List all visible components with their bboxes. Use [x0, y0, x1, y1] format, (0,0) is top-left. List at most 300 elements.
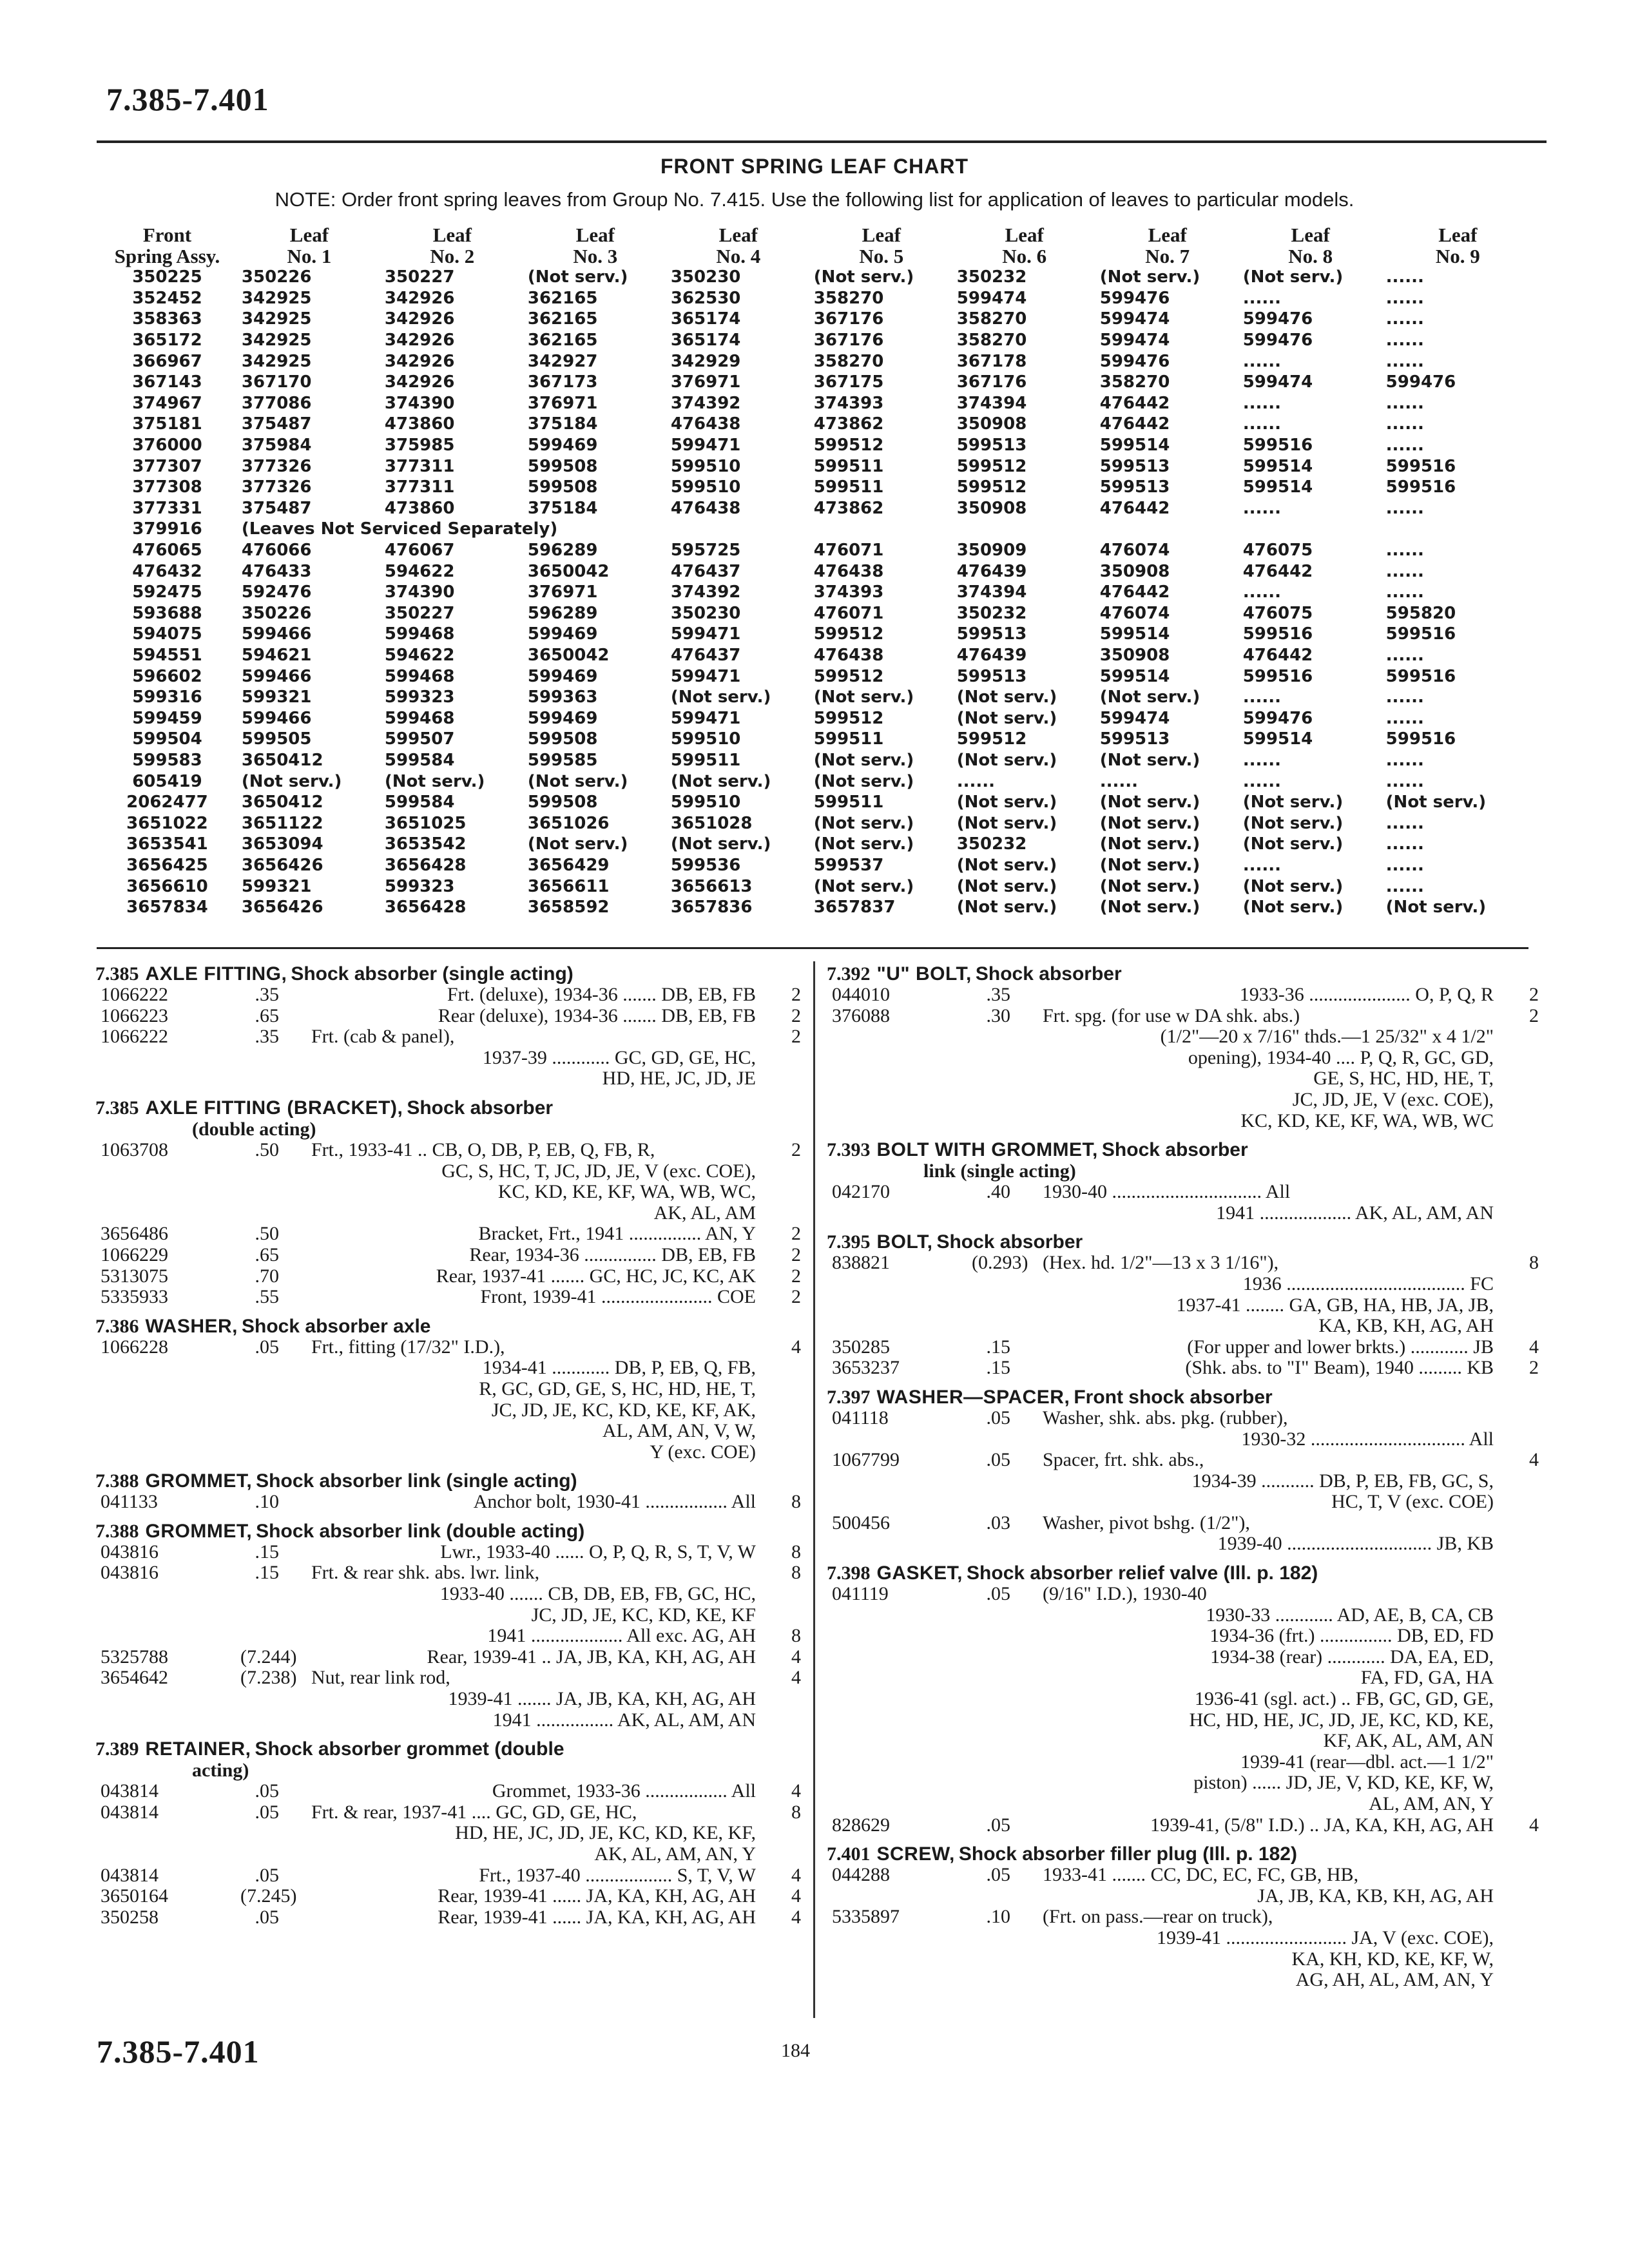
- table-row: [97, 750, 1534, 771]
- cell-leaf-5: 599511: [813, 793, 884, 812]
- part-row: [95, 1287, 801, 1308]
- cell-leaf-6: 599513: [956, 436, 1027, 456]
- section-description: Shock absorber: [936, 1231, 1083, 1253]
- cell-leaf-2: 375985: [384, 436, 455, 456]
- part-quantity: 8: [1529, 1252, 1539, 1274]
- cell-leaf-4: 374392: [670, 393, 741, 413]
- section-number: 7.388: [95, 1470, 139, 1492]
- part-row: [95, 1802, 801, 1865]
- section-keyword: RETAINER,: [145, 1738, 251, 1760]
- cell-leaf-3: 596289: [527, 541, 598, 561]
- cell-leaf-1: 3650412: [241, 793, 323, 812]
- part-description: Frt. & rear shk. abs. lwr. link,: [311, 1562, 540, 1584]
- cell-leaf-8: 599516: [1242, 624, 1313, 644]
- section-heading: [827, 1139, 1539, 1160]
- table-row: [97, 855, 1534, 876]
- cell-leaf-3: 362165: [527, 331, 598, 351]
- header-leaf-no-4: [667, 220, 810, 267]
- header-leaf-no-6: [953, 220, 1096, 267]
- cell-leaf-5: 473862: [813, 414, 884, 434]
- cell-leaf-1: 375487: [241, 414, 312, 434]
- cell-leaf-9: ......: [1385, 498, 1424, 518]
- part-row: [95, 1337, 801, 1463]
- cell-leaf-7: 358270: [1099, 372, 1170, 392]
- section-description: Shock absorber: [407, 1097, 554, 1119]
- cell-spring-assy: 592475: [132, 582, 202, 602]
- cell-leaf-6: 599513: [956, 666, 1027, 686]
- cell-leaf-6: 358270: [956, 309, 1027, 329]
- part-number: 5335933: [101, 1286, 168, 1308]
- cell-leaf-3: (Not serv.): [527, 267, 628, 287]
- cell-leaf-4: 476437: [670, 645, 741, 665]
- page-footer-range: 7.385-7.401: [97, 2033, 260, 2070]
- part-row: [95, 1224, 801, 1245]
- part-description: Frt. spg. (for use w DA shk. abs.): [1043, 1004, 1300, 1026]
- section-number: 7.385: [95, 1097, 139, 1119]
- cell-leaf-7: (Not serv.): [1099, 876, 1200, 896]
- part-quantity: 4: [1529, 1814, 1539, 1836]
- part-row: [827, 1513, 1539, 1555]
- cell-leaf-6: 599512: [956, 456, 1027, 476]
- part-description: 1933-36 ..................... O, P, Q, R: [1239, 984, 1494, 1005]
- cell-leaf-9: ......: [1385, 309, 1424, 329]
- cell-leaf-4: (Not serv.): [670, 687, 771, 707]
- cell-leaf-3: 599469: [527, 624, 598, 644]
- header-leaf-no-9: [1382, 220, 1534, 267]
- cell-leaf-4: 3656613: [670, 876, 753, 896]
- part-price: .05: [255, 1864, 279, 1886]
- part-number: 3654642: [101, 1667, 168, 1689]
- cell-leaf-7: (Not serv.): [1099, 855, 1200, 875]
- cell-leaf-6: 367176: [956, 372, 1027, 392]
- cell-leaf-9: ......: [1385, 687, 1424, 707]
- cell-leaf-8: ......: [1242, 498, 1281, 518]
- part-row: [95, 1907, 801, 1928]
- cell-leaf-3: 375184: [527, 414, 598, 434]
- cell-leaf-3: (Not serv.): [527, 834, 628, 854]
- cell-leaf-6: 374394: [956, 393, 1027, 413]
- cell-leaf-4: 599510: [670, 477, 741, 497]
- part-number: 1066229: [101, 1244, 168, 1265]
- part-row: [95, 985, 801, 1006]
- part-price: .05: [986, 1449, 1010, 1471]
- header-line: No. 3: [573, 245, 618, 267]
- cell-leaf-6: 374394: [956, 582, 1027, 602]
- cell-leaf-1: 3656426: [241, 898, 323, 918]
- part-description: 1934-39 ........... DB, P, EB, FB, GC, S,: [1191, 1470, 1494, 1492]
- table-row: [97, 729, 1534, 750]
- cell-spring-assy: 377308: [132, 477, 202, 497]
- cell-leaf-1: 377326: [241, 456, 312, 476]
- cell-leaf-5: 476438: [813, 561, 884, 581]
- cell-spring-assy: 593688: [132, 603, 202, 623]
- cell-leaf-9: ......: [1385, 750, 1424, 770]
- cell-leaf-8: 599476: [1242, 309, 1313, 329]
- cell-leaf-1: (Leaves Not Serviced Separately): [241, 519, 558, 539]
- parts-section: [95, 1316, 801, 1463]
- part-description: Washer, pivot bshg. (1/2"),: [1043, 1512, 1250, 1533]
- table-row: [97, 519, 1534, 540]
- cell-spring-assy: 599316: [132, 687, 202, 707]
- table-row: [97, 707, 1534, 729]
- cell-leaf-4: 599471: [670, 666, 741, 686]
- section-heading: [95, 963, 801, 985]
- part-description: 1939-40 .............................. JB, KB: [1217, 1533, 1494, 1555]
- cell-leaf-3: 376971: [527, 582, 598, 602]
- part-number: 5335897: [832, 1906, 900, 1928]
- part-quantity: 4: [1529, 1336, 1539, 1358]
- part-description: (Shk. abs. to "I" Beam), 1940 ......... KB: [1185, 1357, 1494, 1379]
- table-row: [97, 540, 1534, 561]
- cell-leaf-7: 599514: [1099, 436, 1170, 456]
- part-price: (0.293): [972, 1252, 1028, 1274]
- cell-leaf-4: 365174: [670, 309, 741, 329]
- cell-leaf-3: 599363: [527, 687, 598, 707]
- cell-spring-assy: 476065: [132, 541, 202, 561]
- cell-leaf-4: 599471: [670, 624, 741, 644]
- cell-leaf-2: 377311: [384, 477, 455, 497]
- cell-spring-assy: 3656610: [126, 876, 208, 896]
- part-number: 043814: [101, 1864, 159, 1886]
- cell-leaf-1: 375487: [241, 498, 312, 518]
- part-number: 350285: [832, 1336, 890, 1358]
- cell-spring-assy: 476432: [132, 561, 202, 581]
- table-row: [97, 582, 1534, 603]
- cell-leaf-2: 599507: [384, 729, 455, 749]
- header-line: Spring Assy.: [114, 245, 220, 267]
- cell-leaf-2: (Not serv.): [384, 771, 485, 791]
- cell-leaf-8: [1239, 519, 1382, 540]
- cell-spring-assy: 350225: [132, 267, 202, 287]
- part-number: 044010: [832, 984, 890, 1005]
- cell-leaf-2: 377311: [384, 456, 455, 476]
- cell-leaf-6: 476439: [956, 561, 1027, 581]
- part-description: JC, JD, JE, V (exc. COE),: [1292, 1088, 1494, 1110]
- cell-leaf-1: 599466: [241, 624, 312, 644]
- cell-spring-assy: 3653541: [126, 834, 208, 854]
- part-price: (7.244): [240, 1646, 297, 1667]
- part-description: 1939-41 ......................... JA, V (exc. COE),: [1156, 1927, 1494, 1948]
- section-number: 7.386: [95, 1315, 139, 1337]
- cell-leaf-4: 342929: [670, 351, 741, 371]
- part-quantity: 4: [791, 1667, 801, 1689]
- part-price: .70: [255, 1265, 279, 1287]
- cell-leaf-8: 599476: [1242, 331, 1313, 351]
- cell-leaf-9: (Not serv.): [1385, 793, 1487, 812]
- table-row: [97, 876, 1534, 897]
- cell-leaf-2: 599468: [384, 708, 455, 728]
- part-description: 1941 ................... All exc. AG, AH: [487, 1625, 756, 1647]
- cell-leaf-6: 599512: [956, 477, 1027, 497]
- part-quantity: 2: [791, 1286, 801, 1308]
- section-heading-cont: (double acting): [192, 1118, 316, 1140]
- part-description: Bracket, Frt., 1941 ............... AN, Y: [478, 1223, 756, 1245]
- cell-leaf-7: 599514: [1099, 624, 1170, 644]
- table-row: [97, 792, 1534, 813]
- cell-leaf-6: (Not serv.): [956, 855, 1057, 875]
- cell-leaf-8: 599514: [1242, 456, 1313, 476]
- table-row: [97, 624, 1534, 645]
- part-price: .05: [255, 1906, 279, 1928]
- cell-leaf-9: ......: [1385, 414, 1424, 434]
- page-number: 184: [781, 2040, 810, 2061]
- table-row: [97, 687, 1534, 708]
- section-number: 7.388: [95, 1520, 139, 1542]
- header-line: Leaf: [718, 224, 758, 246]
- cell-leaf-3: 367173: [527, 372, 598, 392]
- header-leaf-no-8: [1239, 220, 1382, 267]
- header-rule: [97, 140, 1547, 143]
- section-number: 7.385: [95, 963, 139, 985]
- cell-leaf-5: 374393: [813, 582, 884, 602]
- cell-leaf-9: ......: [1385, 855, 1424, 875]
- cell-leaf-2: 599323: [384, 687, 455, 707]
- cell-leaf-5: (Not serv.): [813, 771, 914, 791]
- part-row: [95, 1492, 801, 1513]
- cell-spring-assy: 3651022: [126, 813, 208, 833]
- table-row: [97, 456, 1534, 477]
- part-row: [827, 1006, 1539, 1132]
- cell-leaf-7: 476442: [1099, 393, 1170, 413]
- cell-leaf-4: 350230: [670, 267, 741, 287]
- cell-leaf-8: (Not serv.): [1242, 876, 1344, 896]
- cell-leaf-9: [1382, 519, 1534, 540]
- part-row: [95, 1865, 801, 1887]
- section-heading: [95, 1097, 801, 1119]
- cell-spring-assy: 358363: [132, 309, 202, 329]
- part-price: .03: [986, 1512, 1010, 1533]
- cell-leaf-1: 599466: [241, 666, 312, 686]
- part-description: HC, HD, HE, JC, JD, JE, KC, KD, KE,: [1189, 1709, 1494, 1731]
- part-row: [95, 1266, 801, 1287]
- cell-leaf-7: ......: [1099, 771, 1138, 791]
- cell-leaf-3: 3650042: [527, 645, 610, 665]
- part-description: AK, AL, AM, AN, Y: [594, 1843, 756, 1865]
- cell-leaf-2: 342926: [384, 331, 455, 351]
- cell-leaf-8: 476075: [1242, 603, 1313, 623]
- section-heading-cont: acting): [192, 1760, 249, 1782]
- cell-leaf-9: ......: [1385, 582, 1424, 602]
- part-number: 500456: [832, 1512, 890, 1533]
- cell-leaf-8: 476442: [1242, 561, 1313, 581]
- cell-leaf-3: 362165: [527, 309, 598, 329]
- cell-leaf-4: (Not serv.): [670, 771, 771, 791]
- part-quantity: 8: [791, 1801, 801, 1823]
- cell-leaf-1: 3653094: [241, 834, 323, 854]
- part-price: .55: [255, 1286, 279, 1308]
- cell-leaf-7: 599474: [1099, 331, 1170, 351]
- part-quantity: 2: [791, 1004, 801, 1026]
- section-keyword: WASHER,: [145, 1315, 238, 1337]
- parts-section: [827, 1231, 1539, 1379]
- cell-leaf-5: 476071: [813, 603, 884, 623]
- table-row: [97, 435, 1534, 456]
- section-keyword: "U" BOLT,: [876, 963, 972, 985]
- cell-leaf-3: 3656611: [527, 876, 610, 896]
- cell-leaf-2: 473860: [384, 414, 455, 434]
- cell-leaf-2: 350227: [384, 267, 455, 287]
- cell-leaf-7: 476442: [1099, 582, 1170, 602]
- cell-leaf-1: 377086: [241, 393, 312, 413]
- part-description: Frt. & rear, 1937-41 .... GC, GD, GE, HC,: [311, 1801, 637, 1823]
- part-price: .50: [255, 1223, 279, 1245]
- cell-leaf-4: 595725: [670, 541, 741, 561]
- cell-leaf-8: ......: [1242, 750, 1281, 770]
- cell-leaf-1: 599321: [241, 687, 312, 707]
- part-description: Frt. (cab & panel),: [311, 1026, 455, 1048]
- part-description: (Hex. hd. 1/2"—13 x 3 1/16"),: [1043, 1252, 1279, 1274]
- cell-leaf-9: 599476: [1385, 372, 1456, 392]
- parts-section: [95, 963, 801, 1090]
- cell-leaf-4: 365174: [670, 331, 741, 351]
- part-description: AL, AM, AN, Y: [1369, 1793, 1494, 1814]
- table-row: [97, 666, 1534, 687]
- cell-leaf-2: 374390: [384, 393, 455, 413]
- cell-spring-assy: 599583: [132, 750, 202, 770]
- part-number: 5325788: [101, 1646, 168, 1667]
- part-row: [95, 1626, 801, 1647]
- cell-leaf-8: ......: [1242, 288, 1281, 308]
- section-heading: [95, 1521, 801, 1542]
- section-heading: [95, 1738, 801, 1760]
- part-row: [95, 1542, 801, 1563]
- table-row: [97, 498, 1534, 519]
- cell-leaf-7: 599474: [1099, 708, 1170, 728]
- cell-leaf-1: 342925: [241, 288, 312, 308]
- part-description: Front, 1939-41 ....................... COE: [480, 1286, 756, 1308]
- section-number: 7.401: [827, 1843, 871, 1865]
- cell-leaf-6: [953, 519, 1096, 540]
- cell-leaf-9: ......: [1385, 771, 1424, 791]
- part-row: [827, 985, 1539, 1006]
- part-description: 1930-33 ............ AD, AE, B, CA, CB: [1206, 1604, 1494, 1626]
- part-description: 1934-38 (rear) ............ DA, EA, ED,: [1210, 1646, 1494, 1667]
- parts-section: [95, 1738, 801, 1928]
- part-description: Rear, 1939-41 ...... JA, KA, KH, AG, AH: [438, 1885, 756, 1907]
- cell-leaf-7: (Not serv.): [1099, 813, 1200, 833]
- cell-leaf-6: 367178: [956, 351, 1027, 371]
- part-row: [95, 1886, 801, 1907]
- cell-leaf-1: 377326: [241, 477, 312, 497]
- cell-leaf-1: 367170: [241, 372, 312, 392]
- table-row: [97, 771, 1534, 792]
- section-keyword: SCREW,: [876, 1843, 955, 1865]
- cell-leaf-8: (Not serv.): [1242, 898, 1344, 918]
- cell-leaf-3: 375184: [527, 498, 598, 518]
- cell-leaf-9: 599516: [1385, 477, 1456, 497]
- part-description: Y (exc. COE): [650, 1441, 756, 1463]
- cell-spring-assy: 379916: [132, 519, 202, 539]
- cell-leaf-4: 476437: [670, 561, 741, 581]
- cell-leaf-7: 599513: [1099, 729, 1170, 749]
- cell-leaf-8: ......: [1242, 855, 1281, 875]
- cell-leaf-7: 476074: [1099, 541, 1170, 561]
- header-line: No. 2: [430, 245, 475, 267]
- cell-leaf-5: 358270: [813, 351, 884, 371]
- parts-section: [827, 1387, 1539, 1555]
- cell-leaf-7: 350908: [1099, 645, 1170, 665]
- part-price: .05: [986, 1814, 1010, 1836]
- cell-leaf-5: (Not serv.): [813, 876, 914, 896]
- part-price: .65: [255, 1244, 279, 1265]
- parts-section: [95, 1521, 801, 1731]
- part-description: 1936-41 (sgl. act.) .. FB, GC, GD, GE,: [1194, 1688, 1494, 1710]
- cell-leaf-3: 362165: [527, 288, 598, 308]
- table-row: [97, 267, 1534, 288]
- part-quantity: 4: [791, 1646, 801, 1667]
- cell-leaf-6: 350232: [956, 603, 1027, 623]
- parts-section: [827, 1562, 1539, 1836]
- cell-leaf-6: (Not serv.): [956, 876, 1057, 896]
- chart-note: NOTE: Order front spring leaves from Group No. 7.415. Use the following list for application of leaves to particular models.: [275, 188, 1354, 211]
- part-description: 1930-40 ............................... All: [1043, 1181, 1291, 1203]
- part-number: 3656486: [101, 1223, 168, 1245]
- cell-leaf-5: 367175: [813, 372, 884, 392]
- table-row: [97, 393, 1534, 414]
- part-description: opening), 1934-40 .... P, Q, R, GC, GD,: [1188, 1046, 1494, 1068]
- part-row: [827, 1358, 1539, 1379]
- section-heading: [827, 1387, 1539, 1408]
- part-description: 1941 ................ AK, AL, AM, AN: [492, 1709, 756, 1731]
- table-row: [97, 330, 1534, 351]
- cell-leaf-5: (Not serv.): [813, 813, 914, 833]
- cell-leaf-7: (Not serv.): [1099, 687, 1200, 707]
- part-quantity: 2: [791, 984, 801, 1005]
- section-heading: [827, 1843, 1539, 1865]
- cell-leaf-5: 599511: [813, 477, 884, 497]
- cell-leaf-6: 350232: [956, 267, 1027, 287]
- part-number: 828629: [832, 1814, 890, 1836]
- section-keyword: BOLT,: [876, 1231, 933, 1253]
- part-description: 1939-41, (5/8" I.D.) .. JA, KA, KH, AG, AH: [1150, 1814, 1494, 1836]
- part-number: 041119: [832, 1583, 889, 1605]
- part-row: [827, 1253, 1539, 1336]
- cell-leaf-9: 599516: [1385, 456, 1456, 476]
- part-row: [827, 1450, 1539, 1513]
- section-description: Shock absorber link (single acting): [256, 1470, 577, 1492]
- cell-leaf-8: ......: [1242, 393, 1281, 413]
- cell-leaf-1: 594621: [241, 645, 312, 665]
- part-description: AL, AM, AN, V, W,: [602, 1420, 756, 1442]
- cell-leaf-9: 599516: [1385, 666, 1456, 686]
- cell-leaf-5: 367176: [813, 331, 884, 351]
- table-row: [97, 309, 1534, 330]
- part-description: 1937-41 ........ GA, GB, HA, HB, JA, JB,: [1176, 1294, 1494, 1316]
- part-number: 3653237: [832, 1357, 900, 1379]
- section-description: Shock absorber: [1101, 1139, 1248, 1161]
- cell-leaf-2: 3651025: [384, 813, 467, 833]
- cell-leaf-8: 599514: [1242, 729, 1313, 749]
- header-line: Leaf: [862, 224, 901, 246]
- section-description: Front shock absorber: [1074, 1386, 1273, 1408]
- cell-leaf-1: 350226: [241, 267, 312, 287]
- part-number: 043816: [101, 1541, 159, 1562]
- cell-spring-assy: 594075: [132, 624, 202, 644]
- part-row: [827, 1907, 1539, 1990]
- cell-leaf-2: 599584: [384, 750, 455, 770]
- part-description: Nut, rear link rod,: [311, 1667, 450, 1689]
- section-keyword: GASKET,: [876, 1562, 963, 1584]
- table-row: [97, 372, 1534, 393]
- cell-leaf-3: 596289: [527, 603, 598, 623]
- part-price: .05: [255, 1336, 279, 1358]
- cell-leaf-7: 476442: [1099, 498, 1170, 518]
- cell-leaf-5: 358270: [813, 288, 884, 308]
- cell-leaf-4: 599510: [670, 456, 741, 476]
- parts-section: [827, 963, 1539, 1131]
- part-price: .15: [255, 1541, 279, 1562]
- chart-title: FRONT SPRING LEAF CHART: [660, 155, 969, 178]
